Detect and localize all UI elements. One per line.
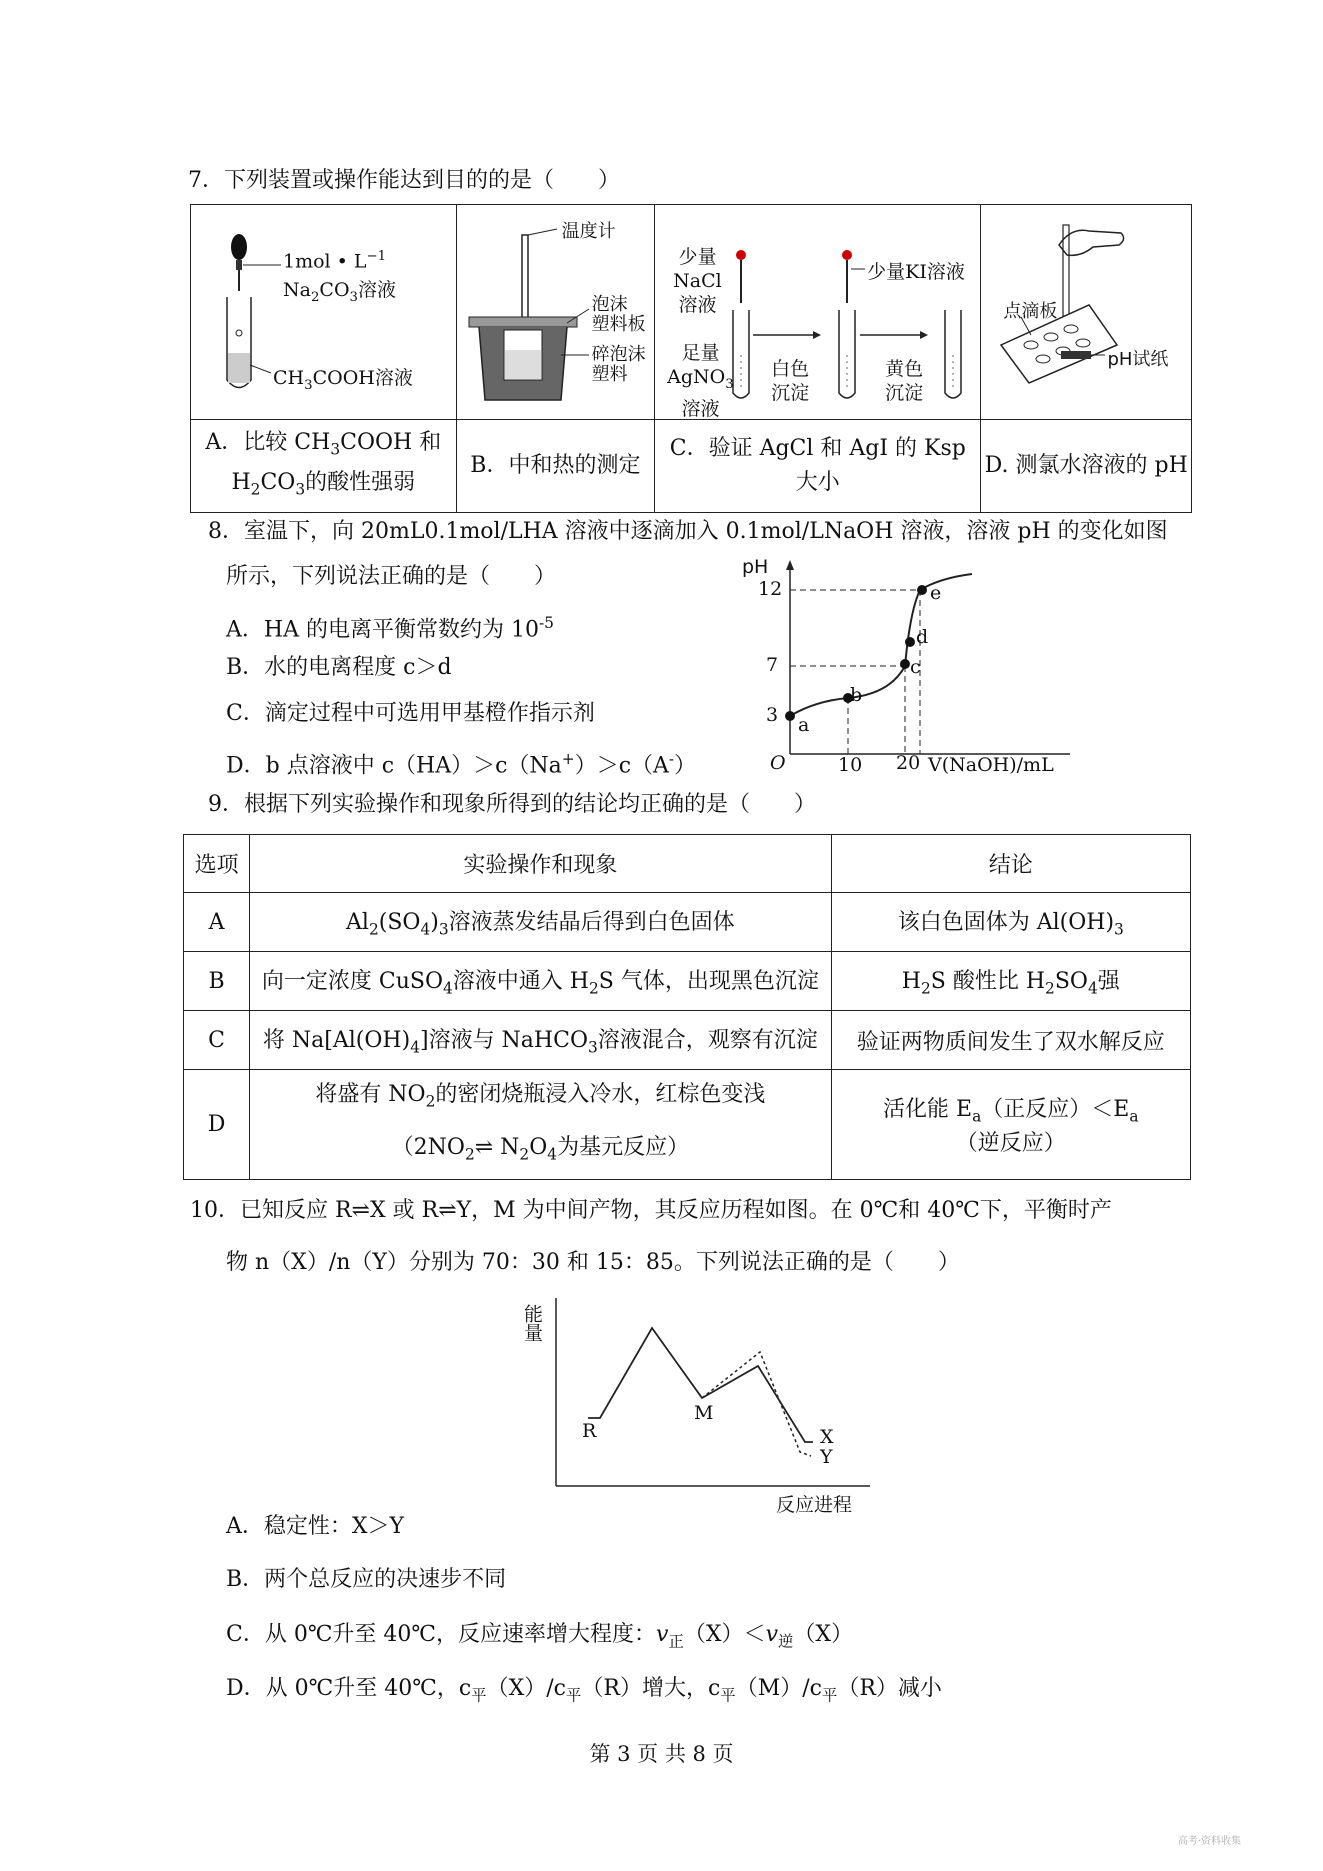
titration-graph <box>740 556 1070 778</box>
y-tick-12: 12 <box>758 578 783 600</box>
option-c-caption: C．验证 AgCl 和 AgI 的 Ksp 大小 <box>655 420 981 513</box>
watermark: 高考·资料收集 <box>1177 1836 1241 1847</box>
q10-option-c: C．从 0℃升至 40℃，反应速率增大程度：$v_正(X)<v_逆(X)$ <box>226 1622 854 1651</box>
graph-x-label: V(NaOH)/mL <box>928 754 1054 776</box>
origin-label: O <box>770 752 786 774</box>
option-d-caption: D. 测氯水溶液的 pH <box>981 420 1192 513</box>
option-a-caption: A．比较 $CH_3COOH$ 和 $H_2CO_3$的酸性强弱 <box>191 420 457 513</box>
thermometer-label: 温度计 <box>561 221 616 242</box>
panel-c-image <box>655 205 981 420</box>
label-m: M <box>694 1402 714 1424</box>
x-tick-20: 20 <box>896 752 921 774</box>
panel-b-image <box>456 205 655 420</box>
y-tick-7: 7 <box>766 654 779 676</box>
foam-bits-label: 碎泡沫 塑料 <box>591 344 646 385</box>
q10-option-b: B．两个总反应的决速步不同 <box>226 1567 507 1592</box>
foam-board-label: 泡沫 塑料板 <box>591 294 646 335</box>
nacl-label: 少量 NaCl 溶液 <box>673 246 722 316</box>
panel-a-concentration: 1mol • L <box>283 250 367 273</box>
spot-plate-label: 点滴板 <box>1003 301 1058 322</box>
header-operation: 实验操作和现象 <box>250 835 831 893</box>
q8-option-b: B．水的电离程度 c＞d <box>226 655 452 680</box>
ki-label: 少量KI溶液 <box>867 261 965 283</box>
graph-y-label: pH <box>742 556 769 578</box>
point-d: d <box>916 626 929 648</box>
label-y: Y <box>820 1446 833 1468</box>
q10-option-d: D．从 0℃升至 40℃，$c_平(X)/c_平(R)$增大，$c_平(M)/c_平(R)$减小 <box>226 1676 942 1705</box>
page-footer: 第 3 页 共 8 页 <box>589 1742 734 1766</box>
question-9-stem: 9．根据下列实验操作和现象所得到的结论均正确的是（ ） <box>208 792 816 817</box>
question-9-table <box>183 834 1191 1180</box>
point-e: e <box>930 582 942 604</box>
q8-option-d: D．b 点溶液中 c（HA）＞c（Na+）＞c（A-） <box>226 750 697 779</box>
y-tick-3: 3 <box>766 704 779 726</box>
option-b-caption: B．中和热的测定 <box>456 420 655 513</box>
question-10-stem-line1: 10．已知反应 R⇌X 或 R⇌Y，M 为中间产物，其反应历程如图。在 0℃和 40℃下，平衡时产 <box>190 1198 1112 1223</box>
point-a: a <box>798 714 810 736</box>
label-x: X <box>820 1426 834 1448</box>
energy-axis-label: 能量 <box>521 1304 543 1342</box>
panel-a-image: 1mol • $L^{-1}$ $Na_2CO_3$溶液 $CH_3COOH$溶液 <box>191 205 457 420</box>
question-10-stem-line2: 物 n（X）/n（Y）分别为 70：30 和 15：85。下列说法正确的是（ ） <box>226 1250 960 1275</box>
energy-diagram <box>520 1290 880 1520</box>
panel-d-image <box>981 205 1192 420</box>
point-b: b <box>850 684 863 706</box>
label-r: R <box>582 1420 597 1442</box>
table-row: A $Al_2(SO_4)_3$溶液蒸发结晶后得到白色固体 该白色固体为 $Al(OH)_3$ <box>184 893 1191 952</box>
yellow-precipitate-label: 黄色 沉淀 <box>885 358 924 404</box>
point-c: c <box>910 656 921 678</box>
q8-option-c: C．滴定过程中可选用甲基橙作指示剂 <box>226 701 595 726</box>
table-row: B 向一定浓度 CuSO$_4$溶液中通入 $H_2S$ 气体，出现黑色沉淀 $H_2S$ 酸性比 $H_2SO_4$强 <box>184 952 1191 1011</box>
x-tick-10: 10 <box>838 754 863 776</box>
question-8-stem-line2: 所示，下列说法正确的是（ ） <box>226 564 557 589</box>
table-row: D 将盛有 $NO_2$的密闭烧瓶浸入冷水，红棕色变浅 （$2NO_2\rightleftharpoons$ $N_2O_4$为基元反应） 活化能 $E_a$（正反应）$<E_a$（逆反应） <box>184 1070 1191 1180</box>
header-option: 选项 <box>184 835 250 893</box>
reaction-progress-label: 反应进程 <box>776 1494 853 1516</box>
question-7-table <box>190 204 1192 513</box>
question-8-stem-line1: 8．室温下，向 20mL0.1mol/LHA 溶液中逐滴加入 0.1mol/LNaOH 溶液，溶液 pH 的变化如图 <box>208 519 1168 544</box>
panel-a-na2co3: $Na_2CO_3$溶液 <box>283 279 397 305</box>
q10-option-a: A．稳定性：X＞Y <box>226 1514 405 1539</box>
header-conclusion: 结论 <box>831 835 1190 893</box>
question-7-stem: 7．下列装置或操作能达到目的的是（ ） <box>188 168 620 193</box>
agno3-label: 足量 AgNO$_3$ 溶液 <box>667 342 734 420</box>
white-precipitate-label: 白色 沉淀 <box>771 358 810 404</box>
table-row: C 将 $Na[Al(OH)_4]$溶液与 NaHCO$_3$溶液混合，观察有沉淀 验证两物质间发生了双水解反应 <box>184 1011 1191 1070</box>
q8-option-a: A．HA 的电离平衡常数约为 $10^{-5}$ <box>226 614 554 643</box>
panel-a-ch3cooh: $CH_3COOH$溶液 <box>273 367 413 393</box>
ph-paper-label: pH试纸 <box>1107 349 1169 370</box>
